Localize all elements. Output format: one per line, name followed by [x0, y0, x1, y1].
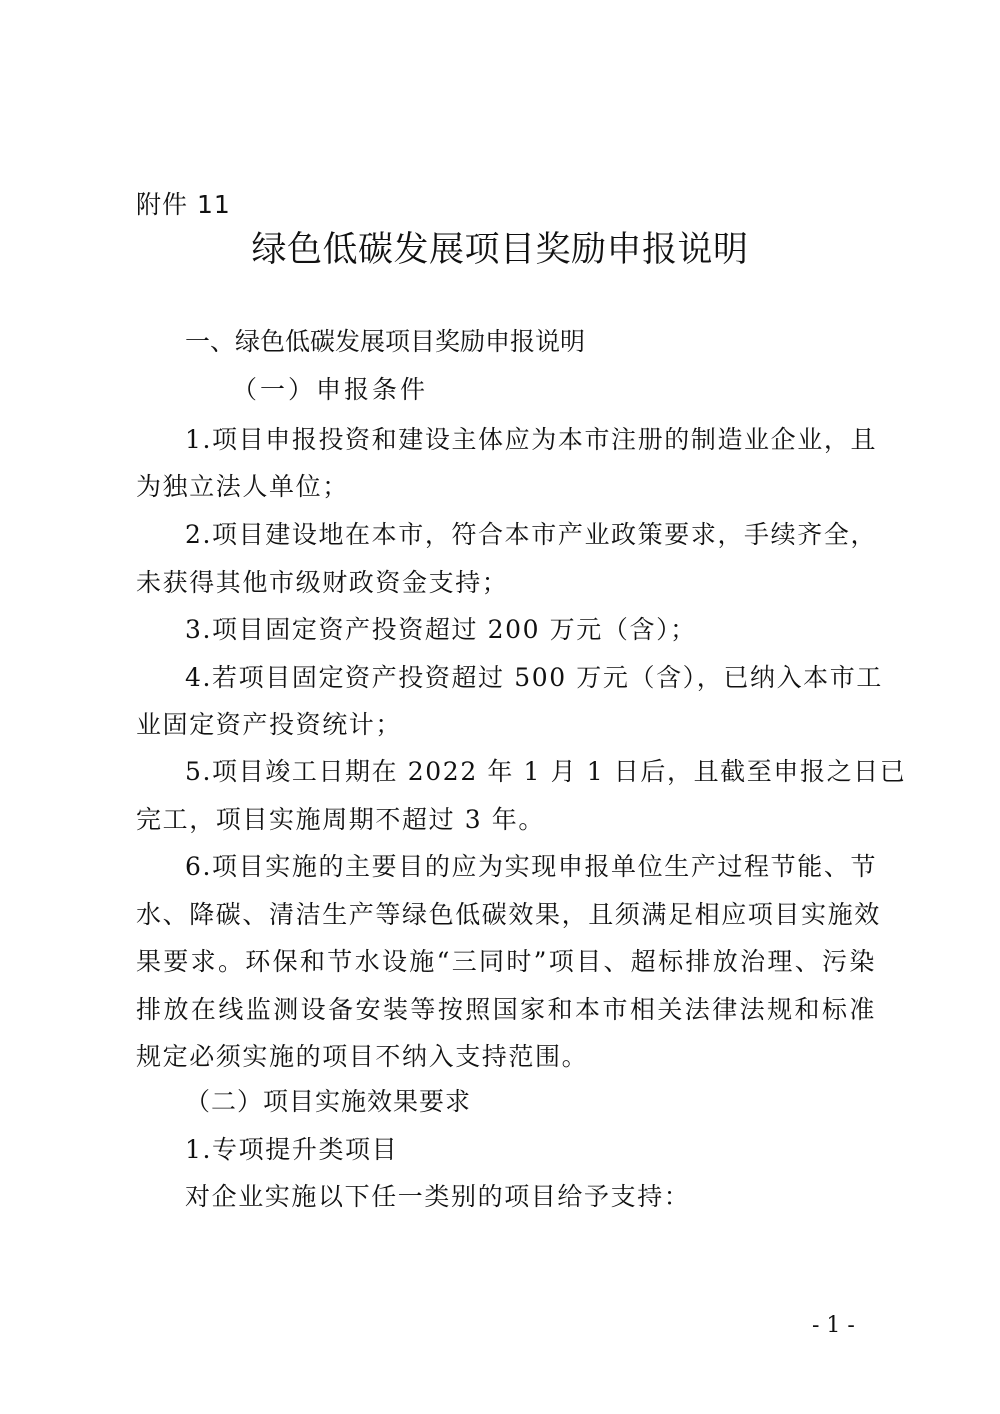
condition-4-line-1: 4.若项目固定资产投资超过 500 万元（含），已纳入本市工 [185, 663, 883, 692]
condition-4-line-2: 业固定资产投资统计； [136, 710, 403, 739]
condition-2-line-2: 未获得其他市级财政资金支持； [136, 568, 509, 597]
condition-1-line-1: 1.项目申报投资和建设主体应为本市注册的制造业企业，且 [185, 425, 878, 454]
subsection-heading-1: （一）申报条件 [232, 375, 429, 404]
condition-6-line-3: 果要求。环保和节水设施“三同时”项目、超标排放治理、污染 [136, 947, 876, 976]
page-number: - 1 - [812, 1313, 855, 1338]
condition-6-line-4: 排放在线监测设备安装等按照国家和本市相关法律法规和标准 [136, 995, 876, 1024]
condition-6-line-5: 规定必须实施的项目不纳入支持范围。 [136, 1042, 589, 1071]
category-1-label: 1.专项提升类项目 [185, 1135, 399, 1164]
category-1-intro: 对企业实施以下任一类别的项目给予支持： [185, 1182, 691, 1211]
attachment-label: 附件 11 [136, 190, 231, 219]
condition-2-line-1: 2.项目建设地在本市，符合本市产业政策要求，手续齐全， [185, 520, 878, 549]
condition-6-line-1: 6.项目实施的主要目的应为实现申报单位生产过程节能、节 [185, 852, 878, 881]
section-heading-1: 一、绿色低碳发展项目奖励申报说明 [185, 327, 586, 356]
condition-3-line-1: 3.项目固定资产投资超过 200 万元（含）； [185, 615, 697, 644]
condition-1-line-2: 为独立法人单位； [136, 472, 349, 501]
subsection-heading-2: （二）项目实施效果要求 [185, 1087, 472, 1116]
condition-6-line-2: 水、降碳、清洁生产等绿色低碳效果，且须满足相应项目实施效 [136, 900, 881, 929]
condition-5-line-2: 完工，项目实施周期不超过 3 年。 [136, 805, 546, 834]
page-title: 绿色低碳发展项目奖励申报说明 [251, 230, 749, 270]
condition-5-line-1: 5.项目竣工日期在 2022 年 1 月 1 日后，且截至申报之日已 [185, 757, 907, 786]
